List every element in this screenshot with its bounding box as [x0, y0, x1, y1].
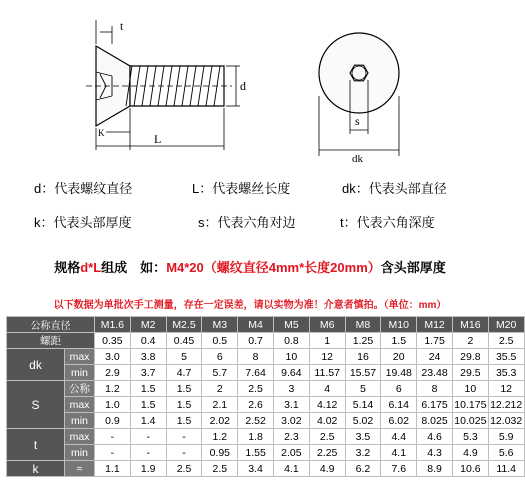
table-cell: 2.5	[166, 461, 202, 477]
table-cell: 4.6	[417, 429, 453, 445]
column-header: M10	[381, 317, 417, 333]
dimension-table	[6, 316, 525, 477]
table-cell: 5	[345, 381, 381, 397]
column-header: M6	[309, 317, 345, 333]
table-cell: 10.175	[454, 398, 487, 411]
table-cell: -	[95, 429, 131, 445]
table-cell: 0.4	[130, 333, 166, 349]
table-row	[7, 381, 525, 397]
table-row	[7, 413, 525, 429]
group-label: dk	[7, 349, 65, 381]
table-cell: 1.5	[166, 413, 202, 429]
screw-side-view	[86, 20, 240, 150]
dim-label-s: s	[355, 114, 360, 128]
table-row	[7, 429, 525, 445]
dim-label-k: K	[98, 128, 105, 138]
spec-mid: 组成 如：	[101, 260, 167, 275]
table-cell: 1.4	[130, 413, 166, 429]
table-cell: 1.55	[238, 445, 274, 461]
table-cell: 8	[238, 349, 274, 365]
table-cell: 3.02	[273, 413, 309, 429]
table-cell: 7.6	[381, 461, 417, 477]
table-cell: 1.1	[95, 461, 131, 477]
table-cell: 8	[417, 381, 453, 397]
column-header: M4	[238, 317, 274, 333]
table-cell: 3	[273, 381, 309, 397]
table-row	[7, 461, 525, 477]
group-label: t	[7, 429, 65, 461]
table-cell: 1.5	[130, 381, 166, 397]
table-cell: 2.3	[273, 429, 309, 445]
row-sub-label: max	[65, 429, 95, 445]
table-cell: 4.7	[166, 365, 202, 381]
table-cell: 4	[309, 381, 345, 397]
table-cell: 1.5	[130, 397, 166, 413]
table-cell: 15.57	[345, 365, 381, 381]
table-cell: 29.5	[452, 365, 488, 381]
table-row	[7, 333, 525, 349]
table-cell: 10.6	[452, 461, 488, 477]
spec-example: M4*20（螺纹直径4mm*长度20mm）	[166, 260, 381, 275]
table-cell: 1.2	[95, 381, 131, 397]
table-cell: 4.12	[309, 397, 345, 413]
table-cell: 1.75	[417, 333, 453, 349]
table-cell: 2.5	[309, 429, 345, 445]
table-cell: 6.02	[381, 413, 417, 429]
legend-t: t：代表六角深度	[340, 215, 435, 230]
row-sub-label: max	[65, 349, 95, 365]
dim-label-t: t	[120, 19, 124, 33]
table-row	[7, 445, 525, 461]
table-cell: 6.14	[381, 397, 417, 413]
table-row	[7, 365, 525, 381]
legend-dk: dk：代表头部直径	[342, 181, 447, 196]
table-cell: 5.7	[202, 365, 238, 381]
table-cell: 2.25	[309, 445, 345, 461]
column-header: M8	[345, 317, 381, 333]
table-cell: 6	[202, 349, 238, 365]
table-cell: 2.9	[95, 365, 131, 381]
table-cell: 10.025	[454, 414, 487, 427]
pitch-label: 螺距	[7, 333, 95, 349]
table-cell: 23.48	[417, 365, 453, 381]
table-cell: 6.175	[417, 397, 453, 413]
column-header: M3	[202, 317, 238, 333]
group-label: S	[7, 381, 65, 429]
table-cell: 3.4	[238, 461, 274, 477]
table-cell: 2	[452, 333, 488, 349]
table-cell: 3.5	[345, 429, 381, 445]
table-cell: 12.212	[490, 398, 523, 411]
table-cell: 1.2	[202, 429, 238, 445]
table-cell: 1.5	[166, 397, 202, 413]
table-cell: 2	[202, 381, 238, 397]
table-cell: 3.2	[345, 445, 381, 461]
table-cell: 1.5	[381, 333, 417, 349]
table-cell: 0.45	[166, 333, 202, 349]
table-cell: 0.95	[202, 445, 238, 461]
table-cell: 11.57	[309, 365, 345, 381]
table-cell: 2.5	[202, 461, 238, 477]
table-cell: 3.1	[273, 397, 309, 413]
table-cell: 3.8	[130, 349, 166, 365]
table-row	[7, 349, 525, 365]
row-sub-label: 公称	[65, 381, 95, 397]
table-cell: 1.9	[130, 461, 166, 477]
table-cell: 4.3	[417, 445, 453, 461]
table-cell: 2.5	[488, 333, 524, 349]
screw-technical-drawing	[0, 0, 500, 168]
table-cell: -	[130, 429, 166, 445]
table-cell: 4.1	[273, 461, 309, 477]
table-cell: 4.02	[309, 413, 345, 429]
table-cell: 4.4	[381, 429, 417, 445]
table-cell: 0.8	[273, 333, 309, 349]
table-cell: 5.9	[488, 429, 524, 445]
table-cell: 5.02	[345, 413, 381, 429]
table-cell: 1.5	[166, 381, 202, 397]
row-sub-label: ≈	[65, 461, 95, 477]
column-header: M2.5	[166, 317, 202, 333]
table-cell: 20	[381, 349, 417, 365]
table-cell: 5.6	[488, 445, 524, 461]
spec-line	[0, 257, 500, 276]
table-cell: 1.25	[345, 333, 381, 349]
table-cell: 8.9	[417, 461, 453, 477]
table-row	[7, 397, 525, 413]
column-header: M2	[130, 317, 166, 333]
table-cell: 12	[488, 381, 524, 397]
table-cell: 0.9	[95, 413, 131, 429]
table-cell: 2.5	[238, 381, 274, 397]
table-cell: 3.0	[95, 349, 131, 365]
column-header: M1.6	[95, 317, 131, 333]
group-label: k	[7, 461, 65, 477]
table-cell: -	[130, 445, 166, 461]
row-sub-label: max	[65, 397, 95, 413]
table-cell: 12.032	[490, 414, 523, 427]
table-cell: 1.0	[95, 397, 131, 413]
legend-d: d：代表螺纹直径	[34, 181, 133, 196]
dim-label-l: L	[154, 132, 162, 146]
table-cell: 5	[166, 349, 202, 365]
row-sub-label: min	[65, 365, 95, 381]
table-cell: 2.1	[202, 397, 238, 413]
row-sub-label: min	[65, 445, 95, 461]
dim-label-dk: dk	[352, 153, 363, 165]
table-cell: 19.48	[381, 365, 417, 381]
column-header: M16	[452, 317, 488, 333]
table-cell: 35.5	[488, 349, 524, 365]
table-cell: 0.35	[95, 333, 131, 349]
column-header: M12	[417, 317, 453, 333]
spec-formula: d*L	[80, 260, 102, 275]
table-cell: 2.05	[273, 445, 309, 461]
spec-suffix: 含头部厚度	[380, 260, 446, 275]
table-cell: 11.4	[488, 461, 524, 477]
table-cell: 7.64	[238, 365, 274, 381]
table-cell: 1	[309, 333, 345, 349]
table-cell: 5.3	[452, 429, 488, 445]
table-cell: 10	[452, 381, 488, 397]
table-cell: 10	[273, 349, 309, 365]
table-cell: 2.52	[238, 413, 274, 429]
table-cell: 0.5	[202, 333, 238, 349]
table-cell: 2.6	[238, 397, 274, 413]
table-cell: 4.9	[452, 445, 488, 461]
table-cell: 0.7	[238, 333, 274, 349]
legend-k: k：代表头部厚度	[34, 215, 132, 230]
table-corner-header: 公称直径	[7, 317, 95, 333]
table-cell: 4.9	[309, 461, 345, 477]
column-header: M5	[273, 317, 309, 333]
table-cell: 12	[309, 349, 345, 365]
table-cell: 29.8	[452, 349, 488, 365]
table-cell: 5.14	[345, 397, 381, 413]
table-cell: -	[166, 429, 202, 445]
column-header: M20	[488, 317, 524, 333]
table-cell: 6	[381, 381, 417, 397]
legend-l: L：代表螺丝长度	[192, 181, 291, 196]
table-cell: 16	[345, 349, 381, 365]
table-cell: 35.3	[488, 365, 524, 381]
legend-s: s：代表六角对边	[198, 215, 296, 230]
table-cell: 4.1	[381, 445, 417, 461]
measurement-notice: 以下数据为单批次手工测量，存在一定误差，请以实物为准！介意者慎拍。（单位：mm）	[53, 300, 447, 311]
table-cell: 8.025	[417, 413, 453, 429]
table-cell: 3.7	[130, 365, 166, 381]
row-sub-label: min	[65, 413, 95, 429]
table-cell: -	[166, 445, 202, 461]
table-cell: 9.64	[273, 365, 309, 381]
dim-label-d: d	[240, 79, 246, 93]
table-cell: 2.02	[202, 413, 238, 429]
table-cell: 1.8	[238, 429, 274, 445]
table-cell: 24	[417, 349, 453, 365]
spec-prefix: 规格	[54, 260, 81, 275]
table-cell: 6.2	[345, 461, 381, 477]
screw-top-view	[319, 33, 399, 156]
table-cell: -	[95, 445, 131, 461]
